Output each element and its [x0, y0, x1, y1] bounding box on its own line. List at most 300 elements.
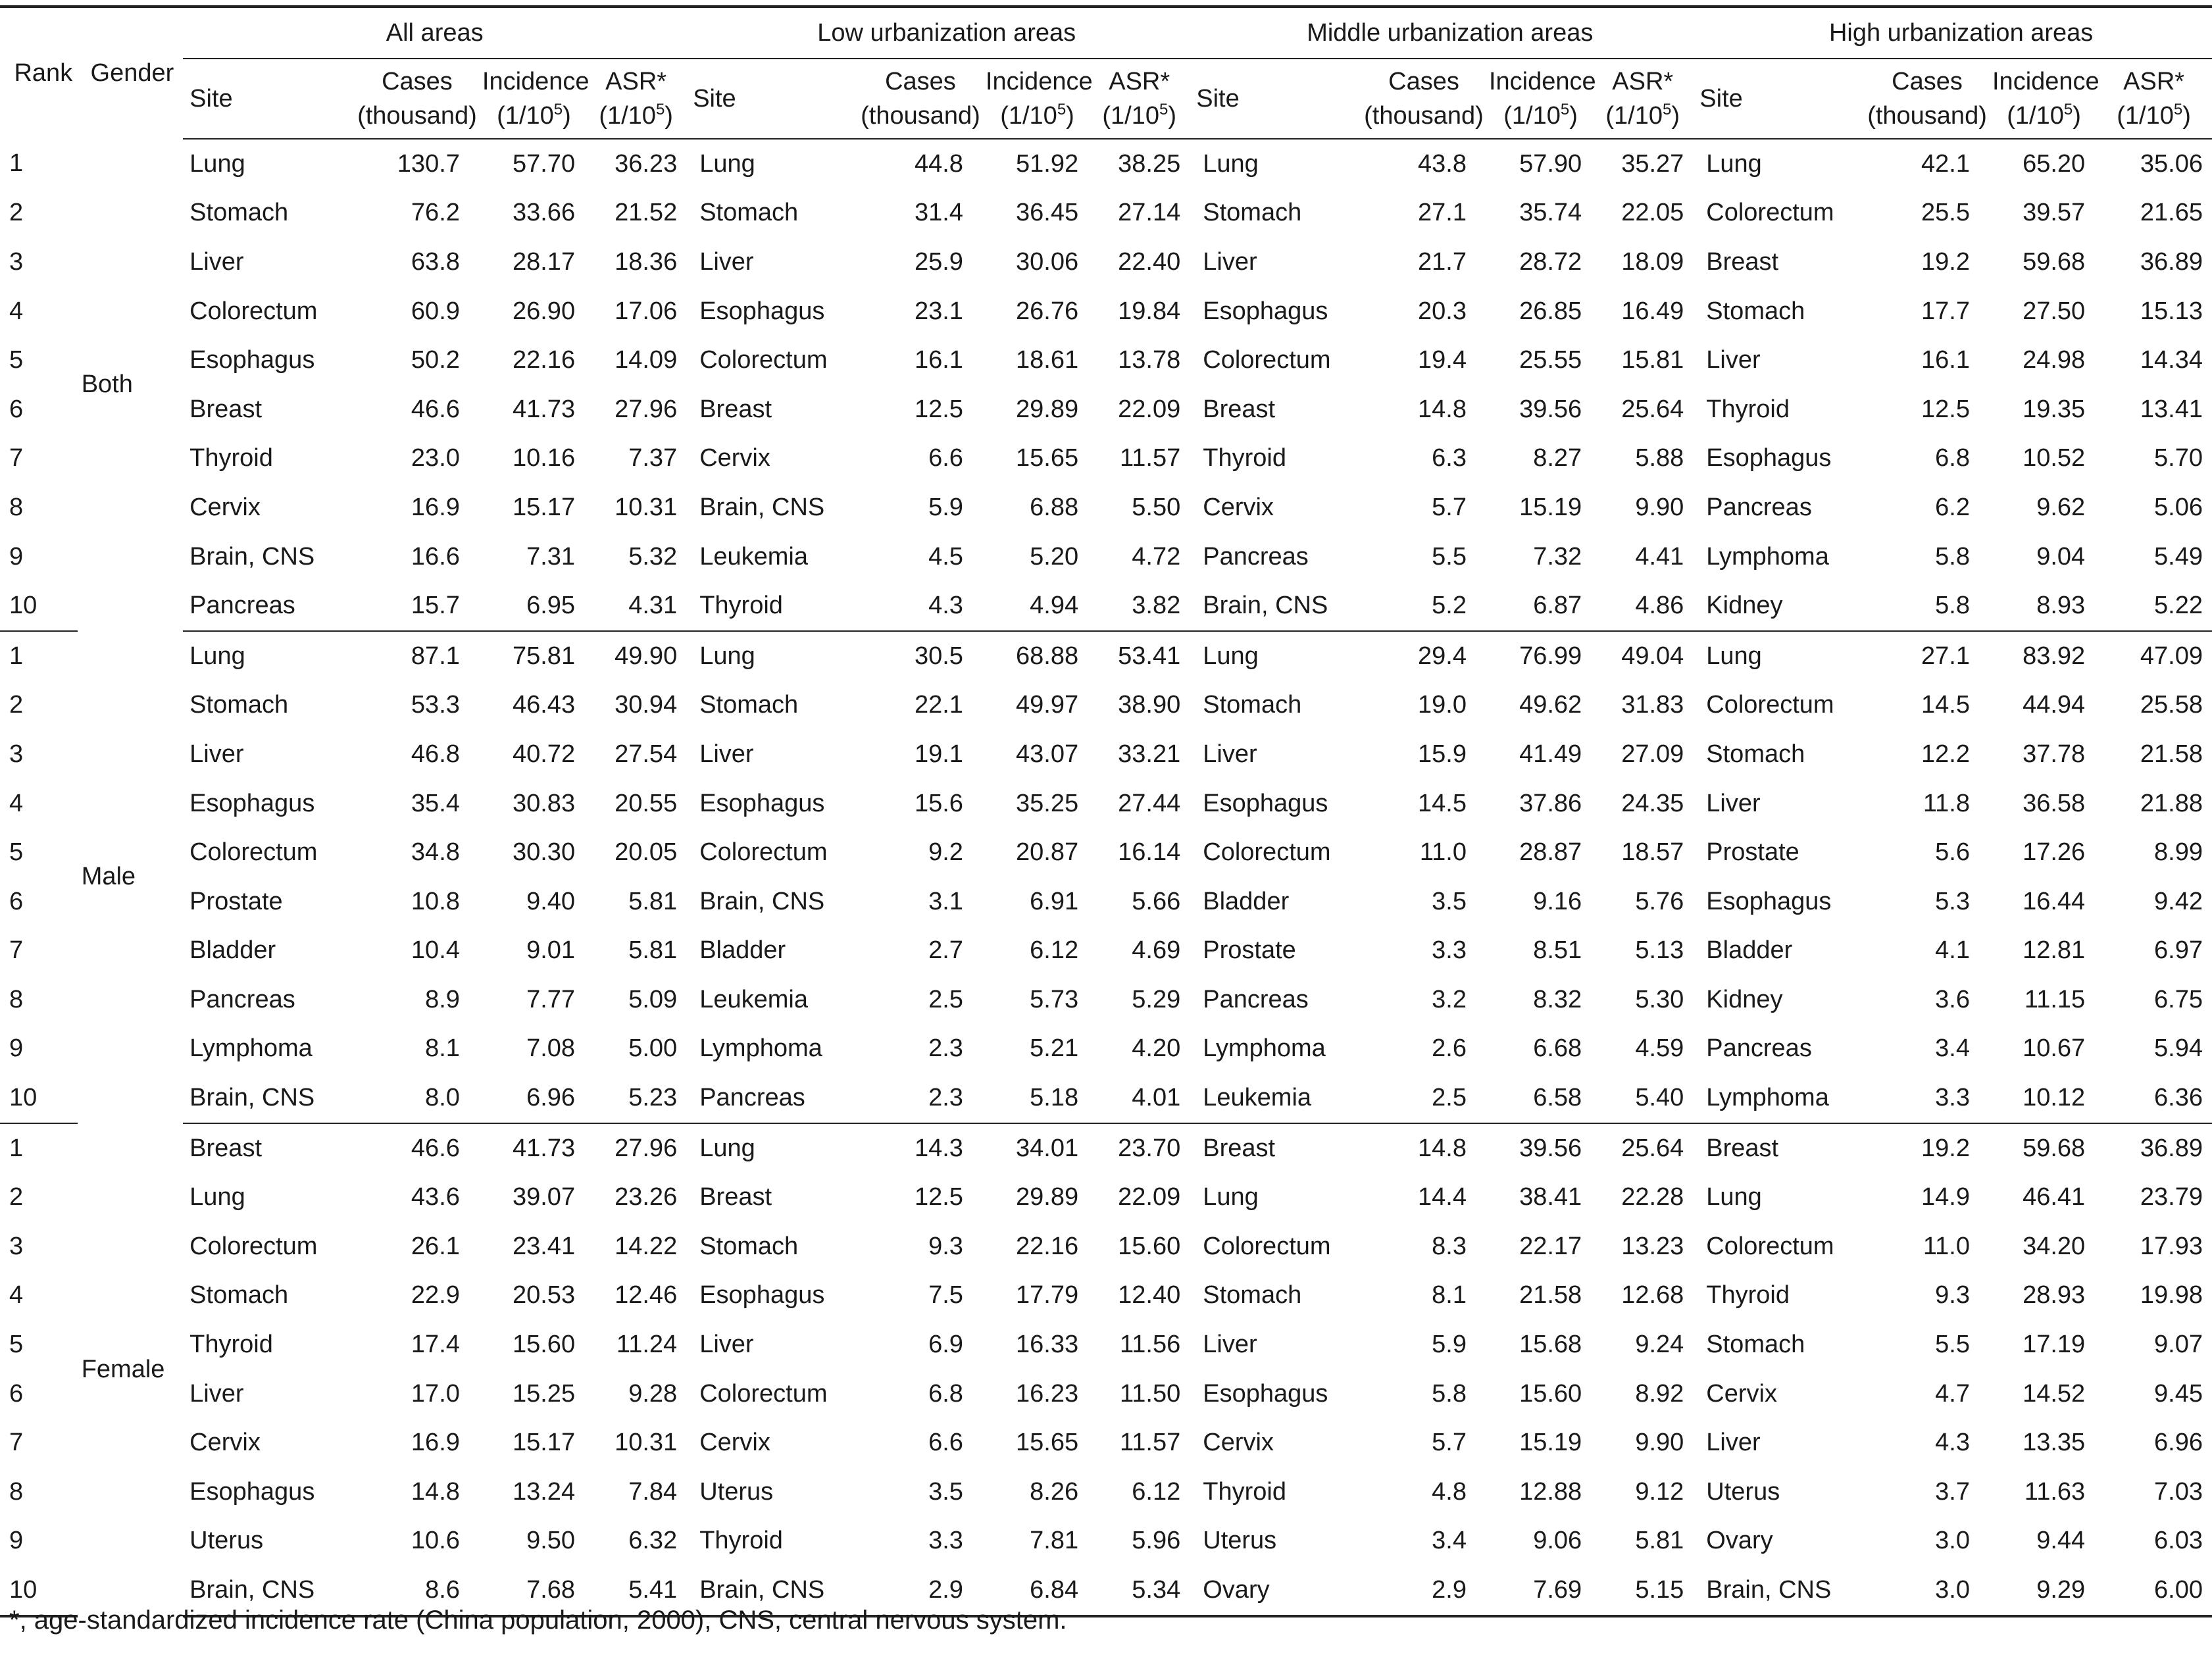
cases-cell: 7.5 — [928, 1281, 963, 1310]
incidence-cell: 5.21 — [1030, 1034, 1079, 1063]
asr-cell: 4.31 — [595, 581, 686, 631]
site-cell: Cervix — [1706, 1379, 1777, 1408]
incidence-cell: 37.78 — [2023, 740, 2086, 768]
cases-cell: 10.4 — [411, 936, 460, 965]
site-cell: Liver — [1706, 1429, 1761, 1457]
asr-cell: 8.92 — [1635, 1379, 1684, 1408]
asr-cell: 16.14 — [1118, 838, 1181, 867]
incidence-cell: 22.16 — [512, 346, 576, 374]
asr-cell: 6.36 — [2105, 1073, 2212, 1123]
asr-cell: 5.81 — [628, 936, 678, 965]
cases-cell: 5.8 — [1432, 1379, 1467, 1408]
site-cell: Liver — [189, 740, 244, 768]
asr-cell: 14.22 — [615, 1232, 678, 1260]
cases-cell: 17.7 — [1921, 297, 1970, 325]
cases-cell: 3.5 — [928, 1477, 963, 1506]
asr-cell: 12.68 — [1621, 1281, 1684, 1310]
asr-cell: 38.25 — [1118, 149, 1181, 178]
site-cell: Lung — [189, 149, 245, 178]
asr-cell: 17.06 — [615, 297, 678, 325]
cases-cell: 5.7 — [1432, 493, 1467, 521]
site-cell: Colorectum — [699, 346, 828, 374]
cases-cell: 5.9 — [1432, 1331, 1467, 1359]
asr-cell: 4.86 — [1601, 581, 1693, 631]
asr-cell: 5.70 — [2154, 444, 2203, 472]
site-cell: Stomach — [1203, 1281, 1302, 1310]
site-cell: Esophagus — [1706, 887, 1832, 915]
site-cell: Lung — [1706, 149, 1762, 178]
incidence-cell: 16.23 — [1016, 1379, 1079, 1408]
site-cell: Leukemia — [699, 542, 808, 571]
site-cell: Pancreas — [183, 581, 352, 631]
asr-cell: 4.69 — [1132, 936, 1181, 965]
header-cases: Cases (thousand) — [1359, 59, 1489, 139]
asr-cell: 25.64 — [1621, 395, 1684, 423]
site-cell: Bladder — [1203, 887, 1290, 915]
asr-cell: 4.41 — [1635, 542, 1684, 571]
cases-cell: 14.3 — [914, 1134, 963, 1162]
site-cell: Liver — [1203, 247, 1257, 276]
table-row — [0, 779, 2212, 828]
site-cell: Cervix — [699, 444, 770, 472]
site-cell: Esophagus — [699, 789, 825, 817]
asr-cell: 5.66 — [1132, 887, 1181, 915]
site-cell: Brain, CNS — [699, 887, 825, 915]
incidence-cell: 35.74 — [1519, 199, 1582, 227]
cases-cell: 6.6 — [928, 444, 963, 472]
incidence-cell: 9.62 — [2036, 493, 2086, 521]
rank-cell: 7 — [9, 1429, 24, 1457]
cases-cell: 14.8 — [1418, 1134, 1467, 1162]
incidence-cell: 17.19 — [2023, 1331, 2086, 1359]
asr-cell: 24.35 — [1621, 789, 1684, 817]
site-cell: Pancreas — [1203, 542, 1309, 571]
table-row — [0, 730, 2212, 779]
header-gender: Gender — [78, 7, 183, 139]
site-cell: Bladder — [189, 936, 276, 965]
site-cell: Liver — [699, 1331, 754, 1359]
site-cell: Bladder — [699, 936, 786, 965]
cases-cell: 46.8 — [411, 740, 460, 768]
asr-cell: 4.20 — [1132, 1034, 1181, 1063]
table-row — [0, 975, 2212, 1025]
asr-cell: 10.31 — [615, 493, 678, 521]
incidence-cell: 29.89 — [1016, 395, 1079, 423]
incidence-cell: 15.19 — [1519, 493, 1582, 521]
cases-cell: 8.1 — [425, 1034, 460, 1063]
cases-cell: 2.3 — [855, 1073, 986, 1123]
incidence-cell: 6.91 — [1030, 887, 1079, 915]
asr-cell: 5.34 — [1098, 1566, 1190, 1616]
rank-cell: 8 — [9, 985, 24, 1013]
incidence-cell: 7.77 — [526, 985, 576, 1013]
table-row — [0, 238, 2212, 287]
site-cell: Uterus — [189, 1527, 264, 1555]
incidence-cell: 59.68 — [2023, 1134, 2086, 1162]
site-cell: Esophagus — [699, 1281, 825, 1310]
cases-cell: 3.6 — [1935, 985, 1970, 1013]
cases-cell: 3.5 — [1432, 887, 1467, 915]
asr-cell: 9.12 — [1635, 1477, 1684, 1506]
site-cell: Colorectum — [699, 838, 828, 867]
asr-cell: 15.60 — [1118, 1232, 1181, 1260]
asr-cell: 5.50 — [1132, 493, 1181, 521]
cases-cell: 16.1 — [1921, 346, 1970, 374]
incidence-cell: 20.87 — [1016, 838, 1079, 867]
site-cell: Liver — [189, 247, 244, 276]
site-cell: Esophagus — [1706, 444, 1832, 472]
header-incidence: Incidence $(1/10^5)$ — [482, 59, 595, 139]
cases-cell: 3.3 — [928, 1527, 963, 1555]
site-cell: Lung — [1706, 1183, 1762, 1211]
site-cell: Stomach — [1706, 740, 1805, 768]
cases-cell: 20.3 — [1418, 297, 1467, 325]
site-cell: Pancreas — [1706, 493, 1812, 521]
rank-cell: 9 — [9, 1527, 24, 1555]
site-cell: Ovary — [1706, 1527, 1773, 1555]
incidence-cell: 15.25 — [512, 1379, 576, 1408]
site-cell: Lung — [699, 1134, 755, 1162]
site-cell: Thyroid — [699, 1527, 783, 1555]
incidence-cell: 6.95 — [482, 581, 595, 631]
incidence-cell: 15.65 — [1016, 444, 1079, 472]
asr-cell: 9.42 — [2154, 887, 2203, 915]
incidence-cell: 8.93 — [1992, 581, 2105, 631]
asr-cell: 23.26 — [615, 1183, 678, 1211]
asr-cell: 3.82 — [1098, 581, 1190, 631]
cases-cell: 6.6 — [928, 1429, 963, 1457]
asr-cell: 21.88 — [2140, 789, 2203, 817]
site-cell: Thyroid — [189, 444, 273, 472]
site-cell: Liver — [189, 1379, 244, 1408]
site-cell: Lung — [699, 149, 755, 178]
asr-cell: 23.79 — [2140, 1183, 2203, 1211]
asr-cell: 7.03 — [2154, 1477, 2203, 1506]
rank-cell: 10 — [0, 1566, 78, 1616]
cases-cell: 3.7 — [1935, 1477, 1970, 1506]
asr-cell: 38.90 — [1118, 691, 1181, 719]
asr-cell: 22.05 — [1621, 199, 1684, 227]
incidence-cell: 7.32 — [1533, 542, 1582, 571]
cases-cell: 22.1 — [914, 691, 963, 719]
asr-cell: 18.36 — [615, 247, 678, 276]
asr-cell: 27.09 — [1621, 740, 1684, 768]
site-cell: Colorectum — [1203, 1232, 1331, 1260]
asr-cell: 22.40 — [1118, 247, 1181, 276]
site-cell: Lymphoma — [1706, 542, 1829, 571]
rank-cell: 1 — [9, 642, 24, 670]
site-cell: Brain, CNS — [699, 493, 825, 521]
site-cell: Colorectum — [1706, 199, 1834, 227]
incidence-cell: 7.08 — [526, 1034, 576, 1063]
asr-cell: 7.37 — [628, 444, 678, 472]
cases-cell: 2.9 — [1359, 1566, 1489, 1616]
cases-cell: 14.4 — [1418, 1183, 1467, 1211]
asr-cell: 35.06 — [2140, 149, 2203, 178]
incidence-cell: 15.60 — [1519, 1379, 1582, 1408]
incidence-cell: 6.88 — [1030, 493, 1079, 521]
table-row — [0, 877, 2212, 927]
incidence-cell: 10.67 — [2023, 1034, 2086, 1063]
incidence-cell: 41.73 — [512, 1134, 576, 1162]
header-incidence: Incidence $(1/10^5)$ — [1992, 59, 2105, 139]
header-cases: Cases (thousand) — [1862, 59, 1992, 139]
cases-cell: 9.2 — [928, 838, 963, 867]
incidence-cell: 26.90 — [512, 297, 576, 325]
site-cell: Breast — [189, 1134, 262, 1162]
rank-cell: 3 — [9, 247, 24, 276]
cases-cell: 8.6 — [352, 1566, 482, 1616]
rank-cell: 2 — [9, 1183, 24, 1211]
rank-cell: 6 — [9, 395, 24, 423]
header-cases: Cases (thousand) — [352, 59, 482, 139]
cases-cell: 9.3 — [1935, 1281, 1970, 1310]
incidence-cell: 49.62 — [1519, 691, 1582, 719]
asr-cell: 18.09 — [1621, 247, 1684, 276]
cases-cell: 2.5 — [1359, 1073, 1489, 1123]
rank-cell: 4 — [9, 1281, 24, 1310]
site-cell: Liver — [1706, 346, 1761, 374]
cases-cell: 19.0 — [1418, 691, 1467, 719]
group-header: High urbanization areas — [1693, 7, 2212, 59]
incidence-cell: 22.16 — [1016, 1232, 1079, 1260]
incidence-cell: 13.35 — [2023, 1429, 2086, 1457]
incidence-cell: 8.27 — [1533, 444, 1582, 472]
site-cell: Breast — [1203, 1134, 1276, 1162]
site-cell: Stomach — [1706, 1331, 1805, 1359]
asr-cell: 6.00 — [2105, 1566, 2212, 1616]
incidence-cell: 7.69 — [1489, 1566, 1601, 1616]
site-cell: Esophagus — [1203, 1379, 1328, 1408]
cases-cell: 4.5 — [928, 542, 963, 571]
cases-cell: 5.8 — [1862, 581, 1992, 631]
rank-cell: 6 — [9, 887, 24, 915]
asr-cell: 23.70 — [1118, 1134, 1181, 1162]
incidence-cell: 68.88 — [1016, 642, 1079, 670]
header-asr: ASR* $(1/10^5)$ — [2105, 59, 2212, 139]
asr-cell: 7.84 — [628, 1477, 678, 1506]
incidence-cell: 75.81 — [512, 642, 576, 670]
incidence-cell: 8.26 — [1030, 1477, 1079, 1506]
cases-cell: 5.7 — [1432, 1429, 1467, 1457]
asr-cell: 21.52 — [615, 199, 678, 227]
site-cell: Stomach — [699, 1232, 799, 1260]
cases-cell: 12.5 — [914, 395, 963, 423]
cases-cell: 5.6 — [1935, 838, 1970, 867]
incidence-cell: 17.79 — [1016, 1281, 1079, 1310]
site-cell: Colorectum — [1706, 1232, 1834, 1260]
asr-cell: 9.24 — [1635, 1331, 1684, 1359]
incidence-cell: 21.58 — [1519, 1281, 1582, 1310]
cases-cell: 3.3 — [1432, 936, 1467, 965]
cases-cell: 4.7 — [1935, 1379, 1970, 1408]
site-cell: Brain, CNS — [686, 1566, 855, 1616]
incidence-cell: 46.41 — [2023, 1183, 2086, 1211]
table-row — [0, 385, 2212, 434]
cases-cell: 16.9 — [411, 493, 460, 521]
asr-cell: 35.27 — [1621, 149, 1684, 178]
cases-cell: 14.8 — [411, 1477, 460, 1506]
site-cell: Prostate — [189, 887, 283, 915]
site-cell: Pancreas — [686, 1073, 855, 1123]
gender-cell: Both — [81, 370, 133, 399]
asr-cell: 5.29 — [1132, 985, 1181, 1013]
site-cell: Lymphoma — [189, 1034, 313, 1063]
cases-cell: 10.6 — [411, 1527, 460, 1555]
site-cell: Cervix — [1203, 1429, 1274, 1457]
incidence-cell: 5.18 — [986, 1073, 1098, 1123]
cases-cell: 21.7 — [1418, 247, 1467, 276]
site-cell: Thyroid — [189, 1331, 273, 1359]
cases-cell: 4.3 — [855, 581, 986, 631]
asr-cell: 19.98 — [2140, 1281, 2203, 1310]
cases-cell: 12.2 — [1921, 740, 1970, 768]
cases-cell: 22.9 — [411, 1281, 460, 1310]
site-cell: Breast — [189, 395, 262, 423]
cases-cell: 6.8 — [928, 1379, 963, 1408]
site-cell: Stomach — [1203, 691, 1302, 719]
cancer-incidence-table — [0, 5, 2212, 1617]
asr-cell: 15.13 — [2140, 297, 2203, 325]
table-row — [0, 631, 2212, 681]
cases-cell: 19.4 — [1418, 346, 1467, 374]
rank-cell: 9 — [9, 542, 24, 571]
site-cell: Lymphoma — [1693, 1073, 1862, 1123]
cases-cell: 17.0 — [411, 1379, 460, 1408]
incidence-cell: 35.25 — [1016, 789, 1079, 817]
incidence-cell: 34.01 — [1016, 1134, 1079, 1162]
incidence-cell: 57.90 — [1519, 149, 1582, 178]
cases-cell: 46.6 — [411, 395, 460, 423]
incidence-cell: 22.17 — [1519, 1232, 1582, 1260]
site-cell: Ovary — [1190, 1566, 1359, 1616]
incidence-cell: 26.85 — [1519, 297, 1582, 325]
incidence-cell: 41.73 — [512, 395, 576, 423]
asr-cell: 27.96 — [615, 395, 678, 423]
asr-cell: 13.23 — [1621, 1232, 1684, 1260]
site-cell: Stomach — [699, 199, 799, 227]
site-cell: Leukemia — [1190, 1073, 1359, 1123]
incidence-cell: 18.61 — [1016, 346, 1079, 374]
cases-cell: 16.9 — [411, 1429, 460, 1457]
incidence-cell: 27.50 — [2023, 297, 2086, 325]
asr-cell: 5.32 — [628, 542, 678, 571]
incidence-cell: 16.33 — [1016, 1331, 1079, 1359]
site-cell: Thyroid — [1203, 1477, 1286, 1506]
cases-cell: 60.9 — [411, 297, 460, 325]
incidence-cell: 43.07 — [1016, 740, 1079, 768]
incidence-cell: 29.89 — [1016, 1183, 1079, 1211]
incidence-cell: 9.40 — [526, 887, 576, 915]
cases-cell: 2.3 — [928, 1034, 963, 1063]
asr-cell: 47.09 — [2140, 642, 2203, 670]
cases-cell: 63.8 — [411, 247, 460, 276]
incidence-cell: 37.86 — [1519, 789, 1582, 817]
site-cell: Lung — [1203, 642, 1259, 670]
incidence-cell: 44.94 — [2023, 691, 2086, 719]
incidence-cell: 9.06 — [1533, 1527, 1582, 1555]
site-cell: Brain, CNS — [183, 1566, 352, 1616]
cases-cell: 12.5 — [1921, 395, 1970, 423]
asr-cell: 9.07 — [2154, 1331, 2203, 1359]
rank-cell: 9 — [9, 1034, 24, 1063]
incidence-cell: 36.58 — [2023, 789, 2086, 817]
incidence-cell: 10.12 — [1992, 1073, 2105, 1123]
group-header: Middle urbanization areas — [1190, 7, 1693, 59]
site-cell: Breast — [1706, 247, 1779, 276]
asr-cell: 25.64 — [1621, 1134, 1684, 1162]
site-cell: Thyroid — [1203, 444, 1286, 472]
site-cell: Lung — [189, 1183, 245, 1211]
table-header — [0, 7, 2212, 139]
site-cell: Colorectum — [699, 1379, 828, 1408]
site-cell: Stomach — [189, 1281, 289, 1310]
cases-cell: 17.4 — [411, 1331, 460, 1359]
cases-cell: 2.5 — [928, 985, 963, 1013]
asr-cell: 11.56 — [1119, 1331, 1181, 1359]
asr-cell: 19.84 — [1118, 297, 1181, 325]
site-cell: Bladder — [1706, 936, 1793, 965]
cases-cell: 53.3 — [411, 691, 460, 719]
site-cell: Brain, CNS — [189, 542, 315, 571]
asr-cell: 33.21 — [1118, 740, 1181, 768]
asr-cell: 6.96 — [2154, 1429, 2203, 1457]
cases-cell: 2.7 — [928, 936, 963, 965]
site-cell: Esophagus — [1203, 789, 1328, 817]
incidence-cell: 16.44 — [2023, 887, 2086, 915]
cases-cell: 9.3 — [928, 1232, 963, 1260]
site-cell: Cervix — [1203, 493, 1274, 521]
incidence-cell: 28.72 — [1519, 247, 1582, 276]
cases-cell: 87.1 — [411, 642, 460, 670]
asr-cell: 13.78 — [1118, 346, 1181, 374]
site-cell: Liver — [1203, 1331, 1257, 1359]
incidence-cell: 17.26 — [2023, 838, 2086, 867]
asr-cell: 31.83 — [1621, 691, 1684, 719]
incidence-cell: 40.72 — [512, 740, 576, 768]
asr-cell: 12.40 — [1118, 1281, 1181, 1310]
asr-cell: 4.01 — [1098, 1073, 1190, 1123]
site-cell: Brain, CNS — [1190, 581, 1359, 631]
site-cell: Lung — [699, 642, 755, 670]
site-cell: Kidney — [1706, 985, 1783, 1013]
site-cell: Colorectum — [1706, 691, 1834, 719]
table-row — [0, 1467, 2212, 1517]
site-cell: Thyroid — [1706, 395, 1790, 423]
asr-cell: 21.58 — [2140, 740, 2203, 768]
cases-cell: 10.8 — [411, 887, 460, 915]
table-row — [0, 1123, 2212, 1173]
incidence-cell: 8.51 — [1533, 936, 1582, 965]
header-site: Site — [686, 59, 855, 139]
asr-cell: 5.15 — [1601, 1566, 1693, 1616]
asr-cell: 20.05 — [615, 838, 678, 867]
cases-cell: 15.7 — [352, 581, 482, 631]
cases-cell: 3.3 — [1862, 1073, 1992, 1123]
cases-cell: 8.1 — [1432, 1281, 1467, 1310]
rank-cell: 1 — [9, 149, 24, 178]
site-cell: Liver — [1203, 740, 1257, 768]
asr-cell: 21.65 — [2140, 199, 2203, 227]
asr-cell: 5.49 — [2154, 542, 2203, 571]
header-incidence: Incidence $(1/10^5)$ — [986, 59, 1098, 139]
cases-cell: 42.1 — [1921, 149, 1970, 178]
incidence-cell: 5.73 — [1030, 985, 1079, 1013]
asr-cell: 36.89 — [2140, 1134, 2203, 1162]
table-row — [0, 1222, 2212, 1271]
rank-cell: 4 — [9, 789, 24, 817]
table-row — [0, 1073, 2212, 1123]
